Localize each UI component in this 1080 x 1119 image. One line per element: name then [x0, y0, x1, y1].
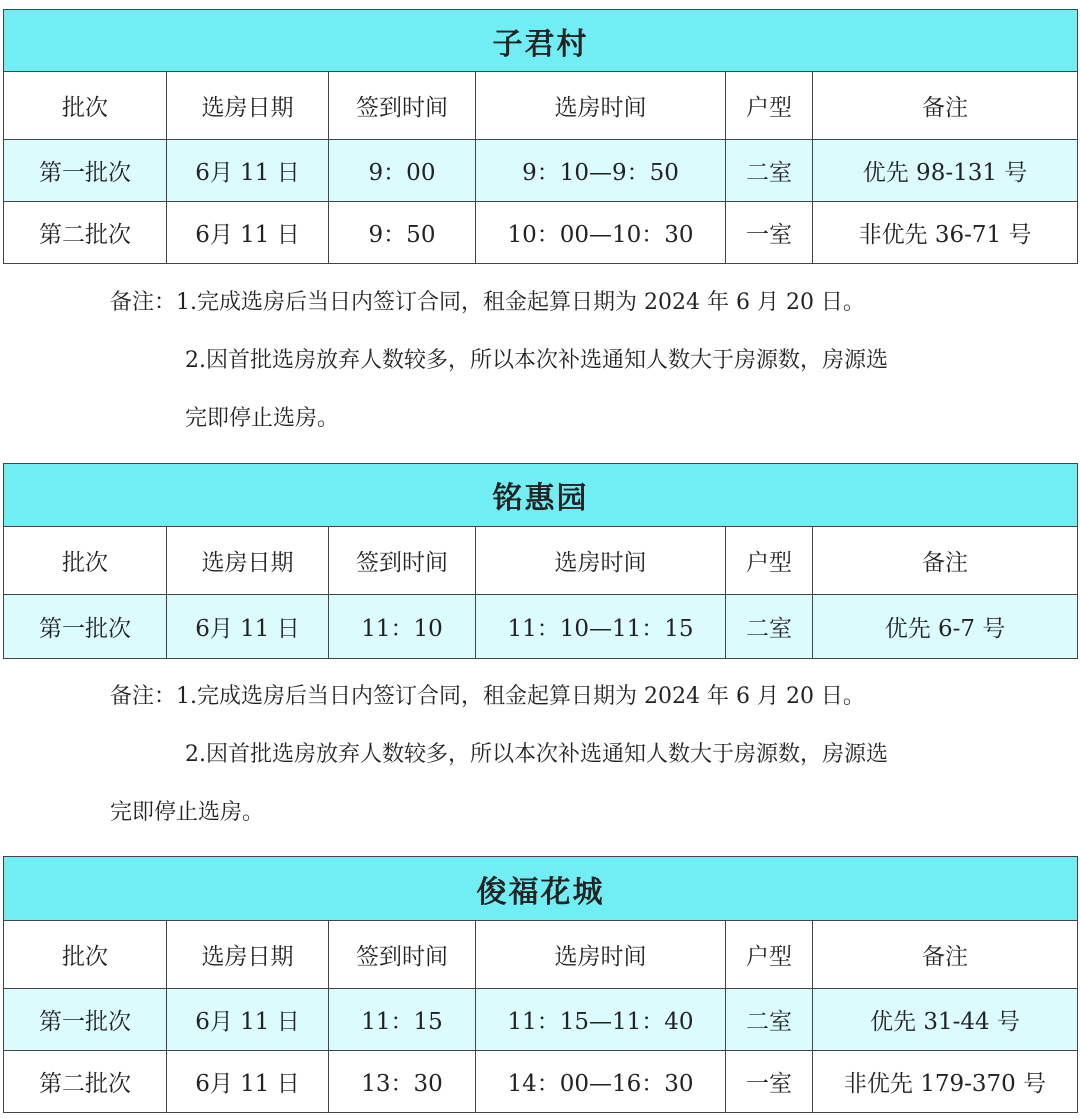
header-cell: 签到时间	[329, 921, 476, 989]
header-cell: 备注	[813, 527, 1078, 595]
table-row	[4, 140, 1078, 202]
note-line-1: 备注：1.完成选房后当日内签订合同，租金起算日期为 2024 年 6 月 20 日。	[110, 684, 865, 709]
room-type-cell: 一室	[726, 202, 813, 264]
header-cell: 选房时间	[476, 921, 726, 989]
header-cell: 批次	[4, 72, 167, 140]
date-cell: 6月 11 日	[167, 1051, 329, 1113]
schedule-table-junfuhuacheng	[3, 856, 1078, 1113]
remark-cell: 非优先 36-71 号	[813, 202, 1078, 264]
remark-cell: 优先 31-44 号	[813, 989, 1078, 1051]
header-cell: 备注	[813, 72, 1078, 140]
checkin-time-cell: 13：30	[329, 1051, 476, 1113]
header-cell: 户型	[726, 527, 813, 595]
note-line-2: 2.因首批选房放弃人数较多，所以本次补选通知人数大于房源数，房源选	[185, 742, 888, 767]
note-line-3: 完即停止选房。	[110, 800, 265, 825]
header-row	[4, 72, 1078, 140]
header-cell: 选房日期	[167, 921, 329, 989]
header-cell: 批次	[4, 527, 167, 595]
note-line-2: 2.因首批选房放弃人数较多，所以本次补选通知人数大于房源数，房源选	[185, 348, 888, 373]
selection-time-cell: 11：10—11：15	[476, 595, 726, 659]
selection-time-cell: 14：00—16：30	[476, 1051, 726, 1113]
header-cell: 选房日期	[167, 527, 329, 595]
table-row	[4, 1051, 1078, 1113]
batch-cell: 第一批次	[4, 595, 167, 659]
remark-cell: 优先 98-131 号	[813, 140, 1078, 202]
header-cell: 备注	[813, 921, 1078, 989]
selection-time-cell: 11：15—11：40	[476, 989, 726, 1051]
table-title: 铭惠园	[4, 464, 1078, 527]
date-cell: 6月 11 日	[167, 989, 329, 1051]
checkin-time-cell: 9：50	[329, 202, 476, 264]
batch-cell: 第二批次	[4, 1051, 167, 1113]
room-type-cell: 二室	[726, 989, 813, 1051]
room-type-cell: 一室	[726, 1051, 813, 1113]
header-cell: 户型	[726, 72, 813, 140]
date-cell: 6月 11 日	[167, 140, 329, 202]
table-row	[4, 202, 1078, 264]
table-title: 俊福花城	[4, 857, 1078, 921]
header-cell: 批次	[4, 921, 167, 989]
remark-cell: 优先 6-7 号	[813, 595, 1078, 659]
checkin-time-cell: 9：00	[329, 140, 476, 202]
note-line-3: 完即停止选房。	[185, 406, 340, 431]
selection-time-cell: 9：10—9：50	[476, 140, 726, 202]
header-cell: 选房时间	[476, 527, 726, 595]
header-cell: 选房时间	[476, 72, 726, 140]
table-row	[4, 595, 1078, 659]
header-row	[4, 527, 1078, 595]
batch-cell: 第一批次	[4, 140, 167, 202]
header-cell: 签到时间	[329, 72, 476, 140]
note-line-1: 备注：1.完成选房后当日内签订合同，租金起算日期为 2024 年 6 月 20 日。	[110, 290, 865, 315]
room-type-cell: 二室	[726, 595, 813, 659]
remark-cell: 非优先 179-370 号	[813, 1051, 1078, 1113]
header-cell: 选房日期	[167, 72, 329, 140]
table-row	[4, 989, 1078, 1051]
table-title: 子君村	[4, 10, 1078, 72]
date-cell: 6月 11 日	[167, 202, 329, 264]
schedule-table-zijuncun	[3, 9, 1078, 264]
checkin-time-cell: 11：10	[329, 595, 476, 659]
header-cell: 户型	[726, 921, 813, 989]
batch-cell: 第一批次	[4, 989, 167, 1051]
checkin-time-cell: 11：15	[329, 989, 476, 1051]
room-type-cell: 二室	[726, 140, 813, 202]
date-cell: 6月 11 日	[167, 595, 329, 659]
header-cell: 签到时间	[329, 527, 476, 595]
schedule-table-minghuiyuan	[3, 463, 1078, 659]
batch-cell: 第二批次	[4, 202, 167, 264]
selection-time-cell: 10：00—10：30	[476, 202, 726, 264]
header-row	[4, 921, 1078, 989]
